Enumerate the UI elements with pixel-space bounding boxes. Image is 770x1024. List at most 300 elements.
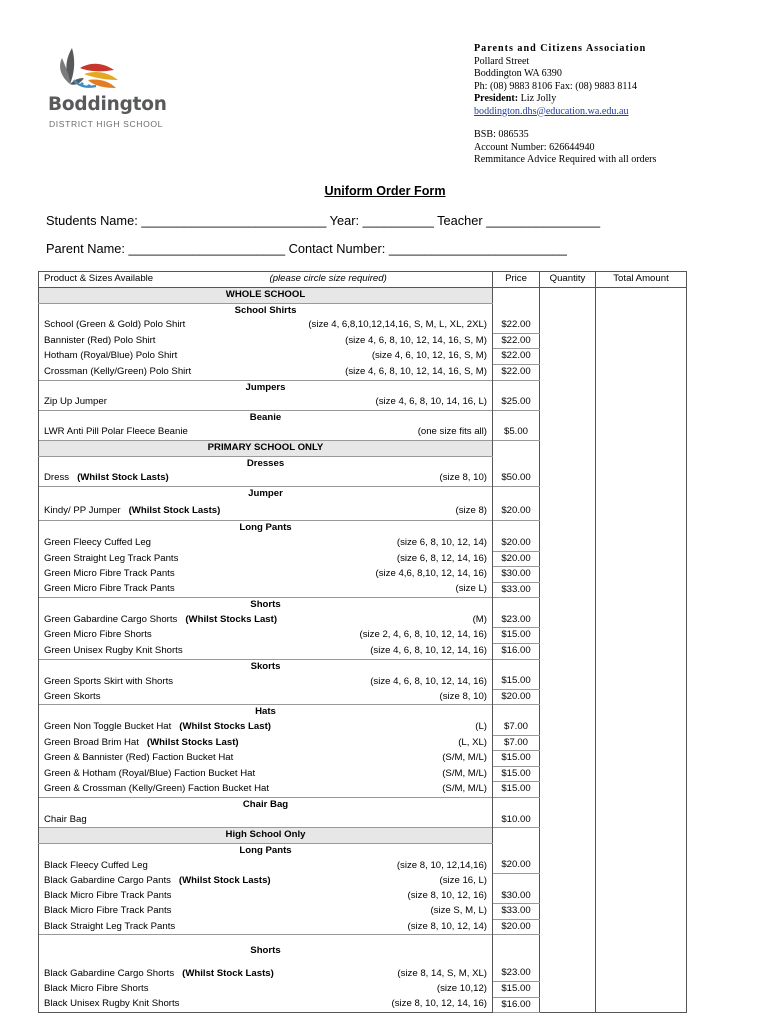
- quantity-cell[interactable]: [540, 501, 596, 521]
- total-cell[interactable]: [596, 318, 687, 333]
- size-options[interactable]: [257, 813, 493, 828]
- category-header-row: [39, 410, 687, 425]
- total-cell[interactable]: [596, 471, 687, 486]
- address-line-1: Pollard Street: [474, 55, 530, 67]
- size-options[interactable]: (size 4, 6, 8, 10, 14, 16, L): [257, 395, 493, 410]
- product-name: Green Sports Skirt with Shorts: [44, 675, 174, 687]
- col-hint-header: [257, 272, 493, 288]
- product-cell: [39, 858, 257, 873]
- price-cell: $15.00: [493, 766, 540, 782]
- price-cell: $15.00: [493, 751, 540, 767]
- size-options[interactable]: (S/M, M/L): [257, 751, 493, 767]
- price-cell: $33.00: [493, 904, 540, 920]
- table-row: [39, 567, 687, 583]
- size-options[interactable]: (S/M, M/L): [257, 766, 493, 782]
- table-row: [39, 501, 687, 521]
- size-options[interactable]: (size 8, 10): [257, 689, 493, 705]
- price-cell: $20.00: [493, 501, 540, 521]
- table-row: [39, 582, 687, 598]
- total-cell[interactable]: [596, 536, 687, 551]
- table-row: [39, 613, 687, 628]
- total-cell[interactable]: [596, 858, 687, 873]
- section-title: PRIMARY SCHOOL ONLY: [39, 440, 493, 456]
- table-row: [39, 966, 687, 981]
- category-title: Shorts: [39, 935, 493, 967]
- col-product-header: Product & Sizes Available: [39, 272, 257, 288]
- price-cell: $22.00: [493, 349, 540, 365]
- quantity-cell[interactable]: [540, 486, 596, 501]
- total-cell[interactable]: [596, 720, 687, 735]
- total-cell[interactable]: [596, 997, 687, 1013]
- remittance-note: Remmitance Advice Required with all orders: [474, 154, 657, 165]
- table-row: [39, 782, 687, 798]
- total-cell[interactable]: [596, 798, 687, 813]
- quantity-cell[interactable]: [540, 288, 596, 304]
- total-cell[interactable]: [596, 935, 687, 967]
- product-cell: [39, 318, 257, 333]
- table-row: [39, 904, 687, 920]
- school-subtitle: DISTRICT HIGH SCHOOL: [49, 119, 164, 129]
- category-header-row: [39, 303, 687, 318]
- product-cell: [39, 349, 257, 365]
- quantity-cell[interactable]: [540, 782, 596, 798]
- price-cell: [493, 828, 540, 844]
- quantity-cell[interactable]: [540, 919, 596, 935]
- stock-note: (Whilst Stocks Last): [146, 736, 239, 748]
- price-cell: $22.00: [493, 333, 540, 349]
- size-options[interactable]: (size 8, 10, 12, 14, 16): [257, 997, 493, 1013]
- size-options[interactable]: (size 4, 6, 8, 10, 12, 14, 16, S, M): [257, 364, 493, 380]
- quantity-cell[interactable]: [540, 567, 596, 583]
- product-name: Green Gabardine Cargo Shorts: [44, 614, 178, 626]
- price-cell: [493, 598, 540, 613]
- size-options[interactable]: (size 8, 10, 12,14,16): [257, 858, 493, 873]
- price-cell: $10.00: [493, 813, 540, 828]
- total-cell[interactable]: [596, 644, 687, 660]
- table-row: [39, 751, 687, 767]
- product-cell: [39, 582, 257, 598]
- quantity-cell[interactable]: [540, 551, 596, 567]
- size-options[interactable]: (size 6, 8, 10, 12, 14): [257, 536, 493, 551]
- total-cell[interactable]: [596, 782, 687, 798]
- product-cell: [39, 966, 274, 981]
- quantity-cell[interactable]: [540, 659, 596, 674]
- total-cell[interactable]: [596, 751, 687, 767]
- quantity-cell[interactable]: [540, 644, 596, 660]
- size-options[interactable]: (size 8, 10, 12, 14): [257, 919, 493, 935]
- total-cell[interactable]: [596, 486, 687, 501]
- col-total-header: Total Amount: [596, 272, 687, 288]
- price-cell: [493, 705, 540, 720]
- category-title: Long Pants: [39, 843, 493, 858]
- size-options[interactable]: (size 8, 10, 12, 16): [257, 889, 493, 904]
- total-cell[interactable]: [596, 501, 687, 521]
- quantity-cell[interactable]: [540, 766, 596, 782]
- category-header-row: [39, 521, 687, 536]
- quantity-cell[interactable]: [540, 349, 596, 365]
- product-name: School (Green & Gold) Polo Shirt: [44, 319, 186, 331]
- price-cell: [493, 303, 540, 318]
- col-quantity-header: Quantity: [540, 272, 596, 288]
- category-title: Jumper: [39, 486, 493, 501]
- table-row: [39, 919, 687, 935]
- category-header-row: [39, 843, 687, 858]
- total-cell[interactable]: [596, 889, 687, 904]
- total-cell[interactable]: [596, 521, 687, 536]
- product-name: Black Straight Leg Track Pants: [44, 920, 176, 932]
- product-cell: [39, 904, 257, 920]
- table-row: [39, 536, 687, 551]
- size-options[interactable]: (size 4, 6, 10, 12, 16, S, M): [257, 349, 493, 365]
- size-options[interactable]: (size 4, 6, 8, 10, 12, 14, 16, S, M): [257, 333, 493, 349]
- product-cell: [39, 644, 257, 660]
- table-row: [39, 425, 687, 440]
- price-cell: $50.00: [493, 471, 540, 486]
- total-cell[interactable]: [596, 303, 687, 318]
- quantity-cell[interactable]: [540, 440, 596, 456]
- total-cell[interactable]: [596, 598, 687, 613]
- price-cell: [493, 486, 540, 501]
- product-cell: [39, 981, 257, 997]
- total-cell[interactable]: [596, 828, 687, 844]
- association-name: Parents and Citizens Association: [474, 43, 647, 54]
- quantity-cell[interactable]: [540, 456, 596, 471]
- quantity-cell[interactable]: [540, 828, 596, 844]
- table-row: [39, 349, 687, 365]
- size-options[interactable]: (size L): [257, 582, 493, 598]
- total-cell[interactable]: [596, 813, 687, 828]
- total-cell[interactable]: [596, 551, 687, 567]
- size-options[interactable]: (one size fits all): [257, 425, 493, 440]
- product-name: Green & Crossman (Kelly/Green) Faction Bucket Hat: [44, 783, 270, 795]
- president-label: President:: [474, 93, 519, 104]
- quantity-cell[interactable]: [540, 751, 596, 767]
- total-cell[interactable]: [596, 288, 687, 304]
- product-name: Black Micro Fibre Shorts: [44, 982, 149, 994]
- product-name: Black Gabardine Cargo Pants: [44, 874, 171, 886]
- quantity-cell[interactable]: [540, 997, 596, 1013]
- stock-note: (Whilst Stock Lasts): [182, 967, 274, 979]
- quantity-cell[interactable]: [540, 981, 596, 997]
- table-row: [39, 858, 687, 873]
- table-row: [39, 813, 687, 828]
- total-cell[interactable]: [596, 582, 687, 598]
- quantity-cell[interactable]: [540, 613, 596, 628]
- product-name: Hotham (Royal/Blue) Polo Shirt: [44, 350, 178, 362]
- product-name: Bannister (Red) Polo Shirt: [44, 334, 156, 346]
- price-cell: $7.00: [493, 720, 540, 735]
- price-cell: $20.00: [493, 536, 540, 551]
- col-price-header: Price: [493, 272, 540, 288]
- category-header-row: [39, 798, 687, 813]
- product-name: Green Straight Leg Track Pants: [44, 552, 179, 564]
- table-row: [39, 689, 687, 705]
- total-cell[interactable]: [596, 440, 687, 456]
- size-options[interactable]: (M): [257, 613, 493, 628]
- price-cell: $5.00: [493, 425, 540, 440]
- table-row: [39, 644, 687, 660]
- category-header-row: [39, 380, 687, 395]
- product-cell: [39, 536, 257, 551]
- president-line: [474, 93, 656, 106]
- price-cell: $30.00: [493, 889, 540, 904]
- size-options[interactable]: (size 2, 4, 6, 8, 10, 12, 14, 16): [257, 628, 493, 644]
- total-cell[interactable]: [596, 613, 687, 628]
- phone-fax: Ph: (08) 9883 8106 Fax: (08) 9883 8114: [474, 80, 638, 92]
- quantity-cell[interactable]: [540, 843, 596, 858]
- total-cell[interactable]: [596, 395, 687, 410]
- price-cell: $23.00: [493, 613, 540, 628]
- product-name: Green Non Toggle Bucket Hat: [44, 721, 172, 733]
- quantity-cell[interactable]: [540, 521, 596, 536]
- stock-note: (Whilst Stock Lasts): [128, 505, 221, 517]
- price-cell: [493, 440, 540, 456]
- product-name: Crossman (Kelly/Green) Polo Shirt: [44, 365, 192, 377]
- product-cell: [39, 919, 257, 935]
- quantity-cell[interactable]: [540, 364, 596, 380]
- price-cell: $16.00: [493, 997, 540, 1013]
- product-cell: [39, 364, 257, 380]
- total-cell[interactable]: [596, 333, 687, 349]
- size-options[interactable]: (size 4, 6, 8, 10, 12, 14, 16): [257, 674, 493, 689]
- price-cell: $16.00: [493, 644, 540, 660]
- price-cell: $23.00: [493, 966, 540, 981]
- category-title: Jumpers: [39, 380, 493, 395]
- price-cell: $20.00: [493, 858, 540, 873]
- total-cell[interactable]: [596, 567, 687, 583]
- total-cell[interactable]: [596, 380, 687, 395]
- total-cell[interactable]: [596, 659, 687, 674]
- quantity-cell[interactable]: [540, 536, 596, 551]
- product-name: Black Gabardine Cargo Shorts: [44, 967, 175, 979]
- quantity-cell[interactable]: [540, 935, 596, 967]
- category-title: Dresses: [39, 456, 493, 471]
- order-table-body: [39, 288, 687, 1013]
- total-cell[interactable]: [596, 873, 687, 888]
- product-cell: [39, 751, 257, 767]
- product-name: Green & Hotham (Royal/Blue) Faction Bucket Hat: [44, 767, 256, 779]
- product-name: Green Micro Fibre Track Pants: [44, 568, 175, 580]
- category-title: Chair Bag: [39, 798, 493, 813]
- price-cell: $25.00: [493, 395, 540, 410]
- price-cell: [493, 410, 540, 425]
- section-title: WHOLE SCHOOL: [39, 288, 493, 304]
- product-cell: [39, 782, 270, 798]
- table-row: [39, 395, 687, 410]
- total-cell[interactable]: [596, 966, 687, 981]
- product-name: Green Micro Fibre Track Pants: [44, 583, 175, 595]
- price-cell: $20.00: [493, 551, 540, 567]
- category-header-row: [39, 705, 687, 720]
- table-row: [39, 766, 687, 782]
- president-name: Liz Jolly: [520, 93, 557, 104]
- total-cell[interactable]: [596, 456, 687, 471]
- section-header-row: [39, 288, 687, 304]
- product-cell: [39, 567, 257, 583]
- address-line-2: Boddington WA 6390: [474, 68, 562, 79]
- table-row: [39, 735, 687, 751]
- category-title: Skorts: [39, 659, 493, 674]
- quantity-cell[interactable]: [540, 720, 596, 735]
- student-details-line[interactable]: Students Name: __________________________ Year: __________ Teacher ________________: [46, 213, 601, 228]
- table-row: [39, 551, 687, 567]
- total-cell[interactable]: [596, 674, 687, 689]
- table-row: [39, 873, 687, 888]
- product-cell: [39, 720, 271, 735]
- order-table: [38, 271, 687, 1013]
- quantity-cell[interactable]: [540, 303, 596, 318]
- quantity-cell[interactable]: [540, 628, 596, 644]
- quantity-cell[interactable]: [540, 333, 596, 349]
- table-row: [39, 997, 687, 1013]
- product-name: Green Micro Fibre Shorts: [44, 629, 152, 641]
- product-cell: [39, 735, 257, 751]
- quantity-cell[interactable]: [540, 598, 596, 613]
- category-header-row: [39, 935, 687, 967]
- quantity-cell[interactable]: [540, 705, 596, 720]
- price-cell: [493, 380, 540, 395]
- size-options[interactable]: (S/M, M/L): [257, 782, 493, 798]
- price-cell: $33.00: [493, 582, 540, 598]
- category-title: Long Pants: [39, 521, 493, 536]
- size-options[interactable]: (size 4, 6, 8, 10, 12, 14, 16): [257, 644, 493, 660]
- total-cell[interactable]: [596, 689, 687, 705]
- product-name: Black Fleecy Cuffed Leg: [44, 859, 148, 871]
- product-name: Black Micro Fibre Track Pants: [44, 905, 172, 917]
- total-cell[interactable]: [596, 904, 687, 920]
- stock-note: (Whilst Stocks Last): [179, 721, 271, 733]
- price-cell: [493, 843, 540, 858]
- size-options[interactable]: (size 4, 6,8,10,12,14,16, S, M, L, XL, 2XL): [257, 318, 493, 333]
- quantity-cell[interactable]: [540, 582, 596, 598]
- size-options[interactable]: (size 6, 8, 12, 14, 16): [257, 551, 493, 567]
- stock-note: (Whilst Stock Lasts): [77, 472, 169, 484]
- quantity-cell[interactable]: [540, 889, 596, 904]
- product-name: LWR Anti Pill Polar Fleece Beanie: [44, 426, 188, 438]
- size-options[interactable]: (size 16, L): [257, 873, 493, 888]
- table-header-row: [39, 272, 687, 288]
- category-header-row: [39, 598, 687, 613]
- product-cell: [39, 997, 257, 1013]
- quantity-cell[interactable]: [540, 318, 596, 333]
- price-cell: [493, 521, 540, 536]
- total-cell[interactable]: [596, 425, 687, 440]
- size-options[interactable]: (size 8): [257, 501, 493, 521]
- quantity-cell[interactable]: [540, 395, 596, 410]
- category-title: School Shirts: [39, 303, 493, 318]
- leaf-emblem-icon: [60, 48, 118, 88]
- product-name: Green Broad Brim Hat: [44, 736, 139, 748]
- size-options[interactable]: (size 4,6, 8,10, 12, 14, 16): [257, 567, 493, 583]
- product-cell: [39, 395, 257, 410]
- product-cell: [39, 425, 257, 440]
- size-options[interactable]: (size 8, 10): [257, 471, 493, 486]
- stock-note: (Whilst Stocks Last): [185, 614, 278, 626]
- quantity-cell[interactable]: [540, 813, 596, 828]
- table-row: [39, 333, 687, 349]
- size-options[interactable]: (size S, M, L): [257, 904, 493, 920]
- price-cell: $30.00: [493, 567, 540, 583]
- category-header-row: [39, 659, 687, 674]
- product-cell: [39, 471, 257, 486]
- quantity-cell[interactable]: [540, 798, 596, 813]
- total-cell[interactable]: [596, 364, 687, 380]
- price-cell: [493, 456, 540, 471]
- product-cell: [39, 628, 257, 644]
- size-options[interactable]: (size 8, 14, S, M, XL): [257, 966, 493, 981]
- price-cell: [493, 659, 540, 674]
- size-options[interactable]: (L, XL): [257, 735, 493, 751]
- bsb: BSB: 086535: [474, 129, 529, 140]
- total-cell[interactable]: [596, 349, 687, 365]
- quantity-cell[interactable]: [540, 858, 596, 873]
- size-options[interactable]: (L): [257, 720, 493, 735]
- quantity-cell[interactable]: [540, 425, 596, 440]
- account-number: Account Number: 626644940: [474, 141, 595, 153]
- quantity-cell[interactable]: [540, 471, 596, 486]
- form-title-wrap: [0, 184, 770, 198]
- product-name: Zip Up Jumper: [44, 396, 107, 408]
- product-name: Green Fleecy Cuffed Leg: [44, 537, 152, 549]
- table-row: [39, 674, 687, 689]
- product-name: Kindy/ PP Jumper: [44, 505, 121, 517]
- product-cell: [39, 689, 257, 705]
- table-row: [39, 981, 687, 997]
- total-cell[interactable]: [596, 735, 687, 751]
- school-name: Boddington: [48, 94, 167, 115]
- product-name: Chair Bag: [44, 813, 87, 825]
- quantity-cell[interactable]: [540, 674, 596, 689]
- total-cell[interactable]: [596, 705, 687, 720]
- quantity-cell[interactable]: [540, 904, 596, 920]
- category-header-row: [39, 486, 687, 501]
- quantity-cell[interactable]: [540, 410, 596, 425]
- quantity-cell[interactable]: [540, 380, 596, 395]
- price-cell: [493, 798, 540, 813]
- category-title: Hats: [39, 705, 493, 720]
- product-cell: [39, 889, 257, 904]
- table-row: [39, 364, 687, 380]
- quantity-cell[interactable]: [540, 966, 596, 981]
- product-cell: [39, 551, 257, 567]
- product-name: Dress: [44, 472, 70, 484]
- product-name: Green Unisex Rugby Knit Shorts: [44, 644, 183, 656]
- product-cell: [39, 813, 257, 828]
- email-link[interactable]: boddington.dhs@education.wa.edu.au: [474, 105, 629, 117]
- total-cell[interactable]: [596, 628, 687, 644]
- product-cell: [39, 674, 257, 689]
- total-cell[interactable]: [596, 410, 687, 425]
- price-cell: $15.00: [493, 981, 540, 997]
- quantity-cell[interactable]: [540, 873, 596, 888]
- section-header-row: [39, 828, 687, 844]
- association-info: [474, 43, 656, 167]
- total-cell[interactable]: [596, 766, 687, 782]
- total-cell[interactable]: [596, 919, 687, 935]
- product-cell: [39, 766, 257, 782]
- quantity-cell[interactable]: [540, 689, 596, 705]
- parent-details-line[interactable]: Parent Name: ______________________ Contact Number: _________________________: [46, 241, 567, 256]
- quantity-cell[interactable]: [540, 735, 596, 751]
- total-cell[interactable]: [596, 843, 687, 858]
- total-cell[interactable]: [596, 981, 687, 997]
- product-cell: [39, 873, 271, 888]
- size-options[interactable]: (size 10,12): [257, 981, 493, 997]
- price-cell: [493, 288, 540, 304]
- product-name: Green Skorts: [44, 690, 101, 702]
- section-header-row: [39, 440, 687, 456]
- category-title: Shorts: [39, 598, 493, 613]
